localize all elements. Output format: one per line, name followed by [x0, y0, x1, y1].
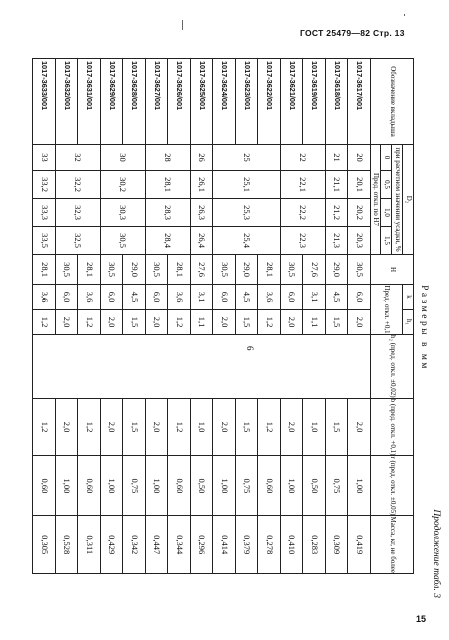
- cell-h1: 1,2: [258, 310, 281, 335]
- cell-H: 28,1: [33, 255, 56, 285]
- shrink-header: при расчетном значении усадки, %: [392, 145, 403, 255]
- table-row: [78, 59, 101, 574]
- cell-des: 1017-3621/001: [281, 59, 304, 145]
- cell-H: 30,5: [101, 255, 124, 285]
- cell-h1: 1,1: [303, 310, 326, 335]
- cell-d10: 32,3: [56, 199, 101, 227]
- cell-r: 0,75: [326, 456, 349, 516]
- shrink-05: 0,5: [381, 171, 392, 199]
- cell-d10: 33,3: [33, 199, 56, 227]
- scan-speck: [182, 20, 183, 30]
- cell-H: 30,5: [281, 255, 304, 285]
- cell-k: 4,5: [236, 285, 259, 310]
- cell-d15: 32,5: [56, 227, 101, 255]
- cell-d15: 33,5: [33, 227, 56, 255]
- cell-h1: 2,0: [146, 310, 169, 335]
- col-b: b (пред. откл. +0,1): [371, 398, 414, 456]
- table-row: [101, 59, 124, 574]
- cell-k: 3,6: [33, 285, 56, 310]
- cell-d15: 25,4: [213, 227, 281, 255]
- cell-des: 1017-3624/001: [213, 59, 236, 145]
- col-k: k: [403, 285, 414, 310]
- cell-m: 0,296: [191, 516, 214, 574]
- table-row: [123, 59, 146, 574]
- cell-m: 0,278: [258, 516, 281, 574]
- cell-b: 1,2: [78, 398, 101, 456]
- cell-h1: 1,1: [191, 310, 214, 335]
- col-d2: D₂: [403, 145, 414, 255]
- cell-k: 3,6: [258, 285, 281, 310]
- cell-m: 0,283: [303, 516, 326, 574]
- cell-d15: 21,3: [326, 227, 349, 255]
- cell-des: 1017-3619/001: [303, 59, 326, 145]
- cell-h1: 1,2: [33, 310, 56, 335]
- cell-r: 1,00: [348, 456, 371, 516]
- cell-des: 1017-3622/001: [258, 59, 281, 145]
- scan-speck: [404, 14, 405, 16]
- cell-des: 1017-3626/001: [168, 59, 191, 145]
- cell-m: 0,379: [236, 516, 259, 574]
- cell-b: 1,5: [326, 398, 349, 456]
- cell-d0: 21: [326, 145, 349, 171]
- cell-d10: 26,3: [191, 199, 214, 227]
- cell-des: 1017-3633/001: [33, 59, 56, 145]
- cell-m: 0,342: [123, 516, 146, 574]
- cell-H: 30,5: [146, 255, 169, 285]
- cell-b: 1,0: [303, 398, 326, 456]
- cell-d0: 28: [146, 145, 191, 171]
- cell-b: 2,0: [281, 398, 304, 456]
- shrink-10: 1,0: [381, 199, 392, 227]
- rotated-table-area: [18, 58, 441, 598]
- shrink-0: 0: [381, 145, 392, 171]
- cell-r: 0,75: [236, 456, 259, 516]
- cell-H: 30,5: [348, 255, 371, 285]
- cell-r: 1,00: [56, 456, 79, 516]
- cell-H: 30,5: [56, 255, 79, 285]
- cell-h2: [33, 335, 371, 399]
- cell-d0: 22: [281, 145, 326, 171]
- k-h1-tolerance: Пред. откл. +0,1: [371, 285, 403, 335]
- table-row: [213, 59, 236, 574]
- cell-des: 1017-3617/001: [348, 59, 371, 145]
- cell-r: 0,60: [258, 456, 281, 516]
- cell-b: 2,0: [213, 398, 236, 456]
- cell-des: 1017-3627/001: [146, 59, 169, 145]
- cell-h1: 2,0: [101, 310, 124, 335]
- cell-H: 28,1: [258, 255, 281, 285]
- cell-r: 1,00: [146, 456, 169, 516]
- cell-h1: 2,0: [56, 310, 79, 335]
- cell-H: 29,0: [326, 255, 349, 285]
- table-title: Размеры в мм: [419, 285, 429, 371]
- cell-b: 2,0: [56, 398, 79, 456]
- cell-h1: 1,5: [326, 310, 349, 335]
- cell-k: 6,0: [213, 285, 236, 310]
- cell-d05: 20,1: [348, 171, 371, 199]
- cell-k: 6,0: [146, 285, 169, 310]
- cell-b: 2,0: [348, 398, 371, 456]
- cell-h1: 1,2: [168, 310, 191, 335]
- col-r: r (пред. откл. ±0,05): [371, 456, 414, 516]
- cell-d0: 33: [33, 145, 56, 171]
- cell-d10: 20,2: [348, 199, 371, 227]
- cell-r: 1,00: [101, 456, 124, 516]
- cell-m: 0,429: [101, 516, 124, 574]
- table-row: [168, 59, 191, 574]
- cell-d05: 21,1: [326, 171, 349, 199]
- cell-des: 1017-3628/001: [123, 59, 146, 145]
- cell-d05: 26,1: [191, 171, 214, 199]
- cell-H: 28,1: [78, 255, 101, 285]
- cell-r: 1,00: [213, 456, 236, 516]
- cell-m: 0,344: [168, 516, 191, 574]
- cell-b: 1,5: [123, 398, 146, 456]
- col-h: H: [371, 255, 414, 285]
- cell-k: 6,0: [101, 285, 124, 310]
- cell-r: 0,50: [303, 456, 326, 516]
- table-row: [348, 59, 371, 574]
- cell-H: 30,5: [213, 255, 236, 285]
- table-row: [326, 59, 349, 574]
- cell-k: 4,5: [326, 285, 349, 310]
- cell-d05: 25,1: [213, 171, 281, 199]
- cell-des: 1017-3632/001: [56, 59, 79, 145]
- col-designation: Обозначение вкладыша: [371, 59, 414, 145]
- cell-k: 4,5: [123, 285, 146, 310]
- cell-d10: 28,3: [146, 199, 191, 227]
- cell-H: 28,1: [168, 255, 191, 285]
- cell-H: 27,6: [303, 255, 326, 285]
- cell-b: 1,0: [191, 398, 214, 456]
- cell-d15: 28,4: [146, 227, 191, 255]
- table-row: [191, 59, 214, 574]
- cell-k: 3,1: [303, 285, 326, 310]
- cell-h1: 1,2: [78, 310, 101, 335]
- cell-h1: 2,0: [213, 310, 236, 335]
- cell-d15: 30,5: [101, 227, 146, 255]
- cell-k: 6,0: [348, 285, 371, 310]
- cell-d15: 20,3: [348, 227, 371, 255]
- cell-b: 1,2: [168, 398, 191, 456]
- cell-k: 3,1: [191, 285, 214, 310]
- cell-H: 27,6: [191, 255, 214, 285]
- cell-d0: 26: [191, 145, 214, 171]
- cell-m: 0,447: [146, 516, 169, 574]
- cell-r: 0,60: [33, 456, 56, 516]
- cell-k: 6,0: [56, 285, 79, 310]
- cell-H: 29,0: [236, 255, 259, 285]
- table-row: [281, 59, 304, 574]
- table-row: [146, 59, 169, 574]
- cell-r: 0,75: [123, 456, 146, 516]
- cell-des: 1017-3625/001: [191, 59, 214, 145]
- page-number: 15: [416, 614, 427, 624]
- running-header: ГОСТ 25479—82 Стр. 13: [300, 28, 405, 38]
- cell-des: 1017-3631/001: [78, 59, 101, 145]
- cell-des: 1017-3623/001: [236, 59, 259, 145]
- table-row: [258, 59, 281, 574]
- cell-m: 0,305: [33, 516, 56, 574]
- table-row: [236, 59, 259, 574]
- table-row: [56, 59, 79, 574]
- cell-d10: 22,2: [281, 199, 326, 227]
- cell-b: 2,0: [101, 398, 124, 456]
- h2-value: 6: [245, 346, 255, 351]
- cell-m: 0,410: [281, 516, 304, 574]
- d2-tolerance: Пред. откл. по H7: [371, 145, 381, 255]
- cell-d05: 28,1: [146, 171, 191, 199]
- cell-d10: 21,2: [326, 199, 349, 227]
- cell-d05: 32,2: [56, 171, 101, 199]
- cell-r: 1,00: [281, 456, 304, 516]
- col-mass: Масса, кг, не более: [371, 516, 414, 574]
- cell-des: 1017-3629/001: [101, 59, 124, 145]
- cell-m: 0,528: [56, 516, 79, 574]
- cell-d05: 33,2: [33, 171, 56, 199]
- table-caption: Продолжение табл. 3: [431, 509, 441, 598]
- cell-d05: 22,1: [281, 171, 326, 199]
- cell-d05: 30,2: [101, 171, 146, 199]
- col-h1: h₁: [403, 310, 414, 335]
- cell-d0: 32: [56, 145, 101, 171]
- cell-H: 29,0: [123, 255, 146, 285]
- cell-b: 2,0: [146, 398, 169, 456]
- cell-h1: 2,0: [281, 310, 304, 335]
- cell-m: 0,414: [213, 516, 236, 574]
- cell-d15: 26,4: [191, 227, 214, 255]
- cell-d0: 25: [213, 145, 281, 171]
- cell-des: 1017-3618/001: [326, 59, 349, 145]
- cell-r: 0,60: [78, 456, 101, 516]
- cell-h1: 1,5: [123, 310, 146, 335]
- cell-b: 1,2: [258, 398, 281, 456]
- table-row: [303, 59, 326, 574]
- cell-k: 3,6: [78, 285, 101, 310]
- cell-b: 1,5: [236, 398, 259, 456]
- cell-d10: 25,3: [213, 199, 281, 227]
- cell-k: 6,0: [281, 285, 304, 310]
- shrink-15: 1,5: [381, 227, 392, 255]
- cell-d10: 30,3: [101, 199, 146, 227]
- cell-r: 0,50: [191, 456, 214, 516]
- cell-d15: 22,3: [281, 227, 326, 255]
- cell-h1: 1,5: [236, 310, 259, 335]
- cell-d0: 30: [101, 145, 146, 171]
- cell-m: 0,309: [326, 516, 349, 574]
- col-h2: h₂ (пред. откл. ±0,02): [371, 335, 414, 399]
- table-row: [33, 59, 56, 574]
- cell-r: 0,60: [168, 456, 191, 516]
- cell-h1: 2,0: [348, 310, 371, 335]
- cell-d0: 20: [348, 145, 371, 171]
- cell-k: 3,6: [168, 285, 191, 310]
- cell-m: 0,311: [78, 516, 101, 574]
- dimensions-table: [33, 58, 415, 574]
- cell-b: 1,2: [33, 398, 56, 456]
- cell-m: 0,419: [348, 516, 371, 574]
